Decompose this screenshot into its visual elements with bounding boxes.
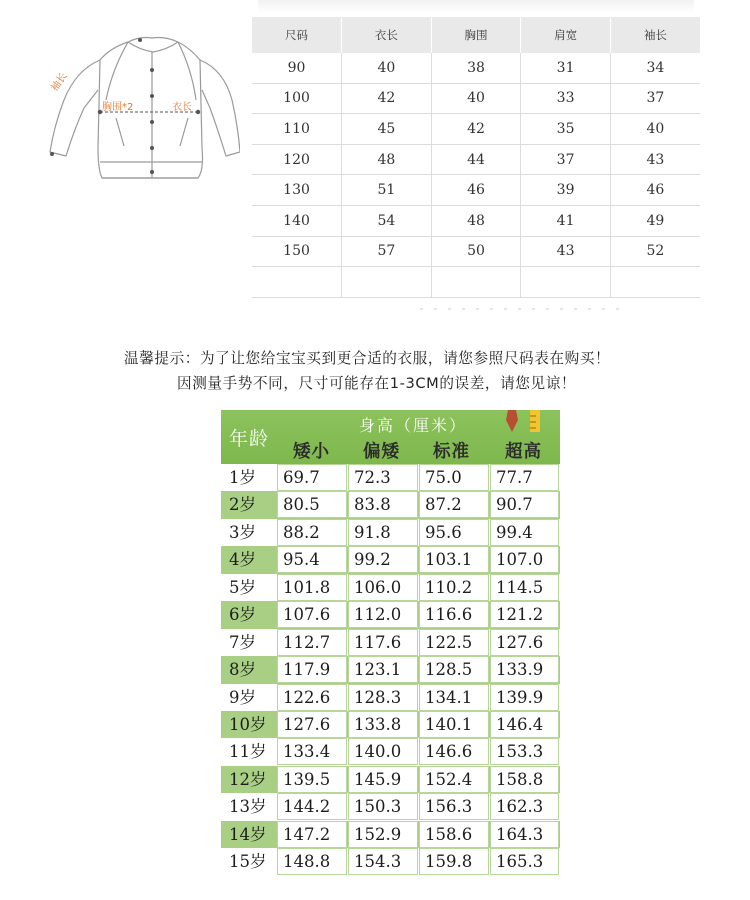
height-cell: 114.5: [491, 575, 558, 600]
subheader-standard: 标准: [433, 442, 470, 462]
table-cell: 57: [342, 236, 432, 267]
height-cell: 144.2: [278, 794, 346, 819]
height-cell: 153.3: [491, 739, 558, 764]
subheader-short: 矮小: [293, 442, 330, 462]
age-cell: 1岁: [221, 465, 275, 490]
height-cell: 127.6: [491, 630, 558, 655]
table-row: [221, 656, 560, 683]
chest-header-cell: 胸围: [431, 17, 521, 53]
height-cell: 116.6: [420, 602, 488, 627]
height-cell: 127.6: [278, 712, 346, 737]
table-row: [221, 519, 560, 546]
height-reference-table: [221, 410, 560, 876]
table-row: [221, 766, 560, 793]
height-cell: 123.1: [349, 657, 417, 682]
height-cell: 134.1: [420, 685, 488, 710]
height-cell: 80.5: [278, 492, 346, 517]
decorative-ruler-icon: [496, 410, 556, 432]
table-cell: 34: [610, 53, 700, 83]
subheader-tall: 超高: [505, 442, 542, 462]
jacket-outline-icon: [40, 30, 240, 190]
height-cell: 147.2: [278, 822, 346, 847]
table-cell: 130: [252, 175, 342, 206]
decorative-divider: [420, 308, 620, 310]
table-row: [221, 574, 560, 601]
notice-line-2: 因测量手势不同，尺寸可能存在1-3CM的误差，请您见谅！: [177, 375, 577, 392]
height-cell: 88.2: [278, 520, 346, 545]
height-cell: 139.5: [278, 767, 346, 792]
table-top-shadow: [258, 0, 694, 14]
height-cell: 106.0: [349, 575, 417, 600]
table-row: [221, 821, 560, 848]
table-cell: 40: [610, 114, 700, 145]
height-table-body: [221, 464, 560, 876]
size-header-cell: 尺码: [252, 17, 342, 53]
age-column-header: 年龄: [229, 428, 270, 450]
table-cell: 46: [431, 175, 521, 206]
notice-line-1: 温馨提示：为了让您给宝宝买到更合适的衣服，请您参照尺码表在购买！: [124, 350, 611, 367]
table-row: [252, 144, 700, 175]
table-row: [221, 629, 560, 656]
height-cell: 133.8: [349, 712, 417, 737]
table-cell: 41: [521, 205, 611, 236]
table-cell: 48: [431, 205, 521, 236]
table-cell: [342, 267, 432, 298]
sleeve-length-label: 袖长: [49, 70, 70, 94]
height-cell: 87.2: [420, 492, 488, 517]
table-row: [252, 205, 700, 236]
table-cell: 37: [610, 83, 700, 114]
height-cell: 121.2: [491, 602, 558, 627]
table-cell: 40: [431, 83, 521, 114]
table-row: [252, 175, 700, 206]
height-cell: 159.8: [420, 849, 488, 874]
height-cell: 112.7: [278, 630, 346, 655]
table-cell: 52: [610, 236, 700, 267]
table-cell: 39: [521, 175, 611, 206]
table-row: [252, 83, 700, 114]
table-row: [252, 53, 700, 83]
chest-label: 胸围*2: [102, 102, 134, 113]
height-cell: 140.0: [349, 739, 417, 764]
age-cell: 14岁: [221, 822, 275, 847]
table-cell: 35: [521, 114, 611, 145]
height-cell: 75.0: [420, 465, 488, 490]
table-row: [221, 711, 560, 738]
age-cell: 7岁: [221, 630, 275, 655]
height-cell: 107.0: [491, 547, 558, 572]
height-cell: 154.3: [349, 849, 417, 874]
table-cell: 37: [521, 144, 611, 175]
table-row: [252, 114, 700, 145]
table-cell: 140: [252, 205, 342, 236]
age-cell: 8岁: [221, 657, 275, 682]
height-cell: 99.4: [491, 520, 558, 545]
table-row: [221, 793, 560, 820]
table-cell: [431, 267, 521, 298]
table-cell: 50: [431, 236, 521, 267]
height-cell: 128.5: [420, 657, 488, 682]
table-cell: 100: [252, 83, 342, 114]
height-cell: 107.6: [278, 602, 346, 627]
height-cell: 95.6: [420, 520, 488, 545]
table-row: [221, 546, 560, 573]
age-cell: 15岁: [221, 849, 275, 874]
height-cell: 72.3: [349, 465, 417, 490]
table-row: [221, 738, 560, 765]
sleeve-header-cell: 袖长: [610, 17, 700, 53]
height-cell: 150.3: [349, 794, 417, 819]
height-cell: 152.4: [420, 767, 488, 792]
height-cell: 101.8: [278, 575, 346, 600]
table-cell: 38: [431, 53, 521, 83]
height-cell: 165.3: [491, 849, 558, 874]
height-cell: 128.3: [349, 685, 417, 710]
table-row: [252, 267, 700, 298]
height-table-header: [221, 410, 560, 464]
height-cell: 91.8: [349, 520, 417, 545]
height-cell: 133.4: [278, 739, 346, 764]
age-cell: 12岁: [221, 767, 275, 792]
subheader-below-average: 偏矮: [363, 442, 400, 462]
height-cell: 158.8: [491, 767, 558, 792]
height-cell: 133.9: [491, 657, 558, 682]
height-cell: 156.3: [420, 794, 488, 819]
height-cell: 117.6: [349, 630, 417, 655]
height-cell: 122.5: [420, 630, 488, 655]
height-cell: 83.8: [349, 492, 417, 517]
age-cell: 4岁: [221, 547, 275, 572]
age-cell: 11岁: [221, 739, 275, 764]
height-cell: 90.7: [491, 492, 558, 517]
table-row: [221, 684, 560, 711]
height-cell: 158.6: [420, 822, 488, 847]
height-cell: 145.9: [349, 767, 417, 792]
height-cell: 99.2: [349, 547, 417, 572]
length-header-cell: 衣长: [342, 17, 432, 53]
height-cell: 122.6: [278, 685, 346, 710]
table-cell: 120: [252, 144, 342, 175]
table-cell: 44: [431, 144, 521, 175]
table-cell: 40: [342, 53, 432, 83]
table-cell: 46: [610, 175, 700, 206]
table-cell: 31: [521, 53, 611, 83]
height-cell: 148.8: [278, 849, 346, 874]
age-cell: 3岁: [221, 520, 275, 545]
height-cell: 164.3: [491, 822, 558, 847]
height-title: 身高（厘米）: [359, 416, 468, 435]
table-row: [252, 236, 700, 267]
age-cell: 9岁: [221, 685, 275, 710]
height-cell: 140.1: [420, 712, 488, 737]
age-cell: 10岁: [221, 712, 275, 737]
table-cell: 90: [252, 53, 342, 83]
height-cell: 146.4: [491, 712, 558, 737]
body-length-label: 衣长: [172, 102, 192, 113]
table-cell: 150: [252, 236, 342, 267]
table-row: [221, 464, 560, 491]
height-cell: 69.7: [278, 465, 346, 490]
jacket-measurement-diagram: [40, 30, 240, 190]
table-cell: 42: [431, 114, 521, 145]
height-cell: 146.6: [420, 739, 488, 764]
table-row: [221, 491, 560, 518]
height-cell: 77.7: [491, 465, 558, 490]
table-cell: 42: [342, 83, 432, 114]
height-cell: 103.1: [420, 547, 488, 572]
table-cell: 48: [342, 144, 432, 175]
age-cell: 5岁: [221, 575, 275, 600]
table-cell: 49: [610, 205, 700, 236]
table-cell: 110: [252, 114, 342, 145]
table-cell: [252, 267, 342, 298]
size-table-header-row: [252, 17, 700, 53]
age-cell: 2岁: [221, 492, 275, 517]
table-cell: 45: [342, 114, 432, 145]
height-cell: 110.2: [420, 575, 488, 600]
size-chart-table: [252, 17, 700, 298]
shoulder-header-cell: 肩宽: [521, 17, 611, 53]
height-cell: 162.3: [491, 794, 558, 819]
table-row: [221, 601, 560, 628]
table-row: [221, 848, 560, 875]
table-cell: 51: [342, 175, 432, 206]
height-cell: 117.9: [278, 657, 346, 682]
age-cell: 13岁: [221, 794, 275, 819]
table-cell: [610, 267, 700, 298]
table-cell: [521, 267, 611, 298]
height-cell: 95.4: [278, 547, 346, 572]
height-cell: 112.0: [349, 602, 417, 627]
age-cell: 6岁: [221, 602, 275, 627]
table-cell: 33: [521, 83, 611, 114]
height-cell: 139.9: [491, 685, 558, 710]
table-cell: 43: [610, 144, 700, 175]
table-cell: 43: [521, 236, 611, 267]
height-cell: 152.9: [349, 822, 417, 847]
table-cell: 54: [342, 205, 432, 236]
